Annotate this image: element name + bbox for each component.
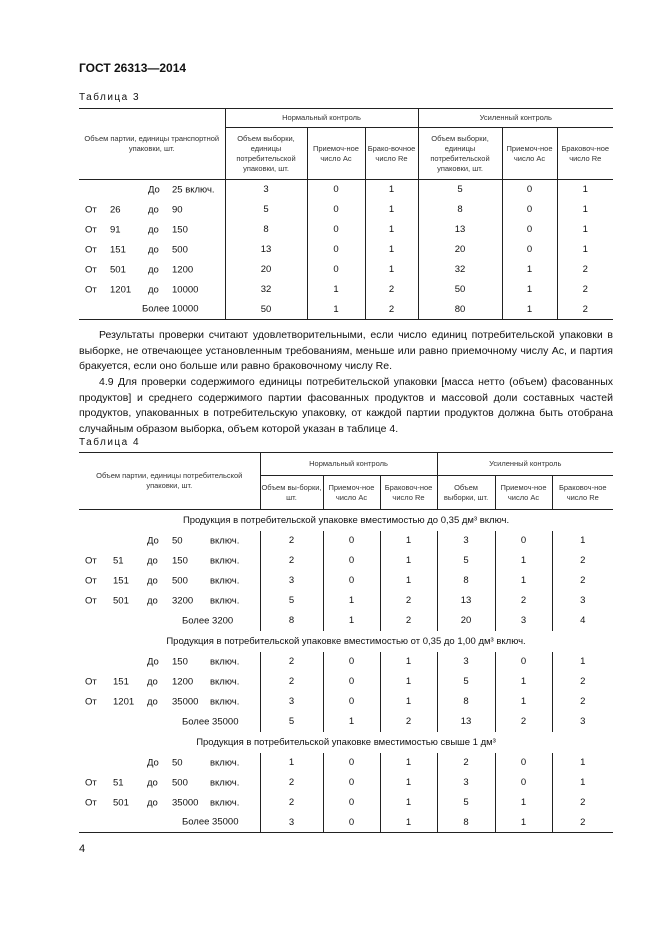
- range-part: 50: [172, 757, 183, 768]
- value-cell: 13: [225, 240, 307, 260]
- value-cell: 1: [502, 280, 557, 300]
- value-cell: 2: [260, 531, 323, 551]
- value-cell: 50: [418, 280, 502, 300]
- table4-caption: Таблица 4: [79, 437, 141, 448]
- range-part: От: [85, 224, 97, 235]
- section-heading: Продукция в потребительской упаковке вместимостью свыше 1 дм³: [196, 736, 496, 748]
- value-cell: 0: [323, 793, 380, 813]
- value-cell: 2: [260, 551, 323, 571]
- lot-range-cell: [79, 571, 260, 591]
- page-number: 4: [79, 843, 86, 855]
- table-row: [79, 773, 613, 793]
- table-row: [79, 672, 613, 692]
- value-cell: 1: [380, 692, 437, 712]
- header-normal-control: Нормальный контроль: [225, 109, 418, 128]
- value-cell: 3: [437, 652, 495, 672]
- value-cell: 0: [323, 531, 380, 551]
- range-part: 25 включ.: [172, 184, 215, 196]
- value-cell: 1: [380, 652, 437, 672]
- section-heading: Продукция в потребительской упаковке вместимостью до 0,35 дм³ включ.: [182, 514, 510, 526]
- value-cell: 2: [495, 712, 552, 732]
- table-row: [79, 280, 613, 300]
- range-part: 91: [110, 224, 121, 235]
- table-row: [79, 591, 613, 611]
- header-normal-control: Нормальный контроль: [260, 453, 437, 476]
- lot-range-cell: [79, 280, 225, 300]
- lot-range-cell: [79, 240, 225, 260]
- value-cell: 1: [260, 753, 323, 773]
- range-part: От: [85, 797, 97, 808]
- value-cell: 2: [260, 672, 323, 692]
- range-part: 500: [172, 244, 188, 255]
- range-part: 10000: [172, 284, 199, 295]
- value-cell: 1: [365, 220, 418, 240]
- value-cell: 1: [557, 200, 613, 220]
- lot-range-cell: [79, 300, 225, 320]
- table-row: [79, 652, 613, 672]
- range-part: От: [85, 284, 97, 295]
- value-cell: 2: [380, 712, 437, 732]
- value-cell: 2: [260, 652, 323, 672]
- value-cell: 8: [437, 571, 495, 591]
- value-cell: 0: [323, 753, 380, 773]
- value-cell: 8: [437, 813, 495, 833]
- value-cell: 50: [225, 300, 307, 320]
- lot-range-cell: [79, 672, 260, 692]
- table-row: [79, 200, 613, 220]
- table-row: [79, 753, 613, 773]
- range-part: включ.: [210, 595, 240, 606]
- value-cell: 20: [437, 611, 495, 631]
- range-part: 1201: [110, 284, 132, 295]
- value-cell: 1: [380, 571, 437, 591]
- value-cell: 5: [225, 200, 307, 220]
- value-cell: 8: [225, 220, 307, 240]
- value-cell: 0: [323, 692, 380, 712]
- value-cell: 3: [260, 571, 323, 591]
- value-cell: 2: [552, 672, 613, 692]
- value-cell: 5: [437, 551, 495, 571]
- value-cell: 0: [307, 240, 365, 260]
- value-cell: 1: [323, 712, 380, 732]
- value-cell: 1: [380, 551, 437, 571]
- value-cell: 1: [365, 260, 418, 280]
- table-row: [79, 300, 613, 320]
- table-row: [79, 260, 613, 280]
- value-cell: 2: [260, 773, 323, 793]
- range-part: 90: [172, 204, 183, 215]
- value-cell: 1: [552, 773, 613, 793]
- range-part: до: [148, 264, 159, 275]
- range-part: 1201: [113, 696, 135, 707]
- value-cell: 20: [225, 260, 307, 280]
- value-cell: 2: [495, 591, 552, 611]
- range-part: 151: [110, 244, 126, 255]
- table-row: [79, 551, 613, 571]
- range-part: включ.: [210, 777, 240, 788]
- value-cell: 1: [502, 300, 557, 320]
- range-part: до: [147, 696, 158, 707]
- range-part: включ.: [210, 696, 240, 707]
- lot-range-cell: [79, 551, 260, 571]
- value-cell: 3: [552, 591, 613, 611]
- subheader-cell: Объем вы-борки, шт.: [260, 476, 323, 510]
- range-part: включ.: [210, 757, 240, 768]
- table-row: [79, 611, 613, 631]
- lot-range-cell: [79, 692, 260, 712]
- range-part: От: [85, 555, 97, 566]
- range-part: до: [148, 204, 159, 215]
- value-cell: 2: [380, 591, 437, 611]
- subheader-cell: Объем выборки, шт.: [437, 476, 495, 510]
- range-part: От: [85, 696, 97, 707]
- value-cell: 5: [260, 712, 323, 732]
- value-cell: 5: [437, 672, 495, 692]
- subheader-cell: Браковоч-ное число Re: [380, 476, 437, 510]
- value-cell: 1: [365, 200, 418, 220]
- value-cell: 0: [307, 200, 365, 220]
- table-row: [79, 712, 613, 732]
- table3-caption: Таблица 3: [79, 92, 141, 103]
- value-cell: 2: [552, 551, 613, 571]
- value-cell: 1: [495, 551, 552, 571]
- lot-range-cell: [79, 793, 260, 813]
- paragraph-4-9: 4.9 Для проверки содержимого единицы потребительской упаковки [масса нетто (объем) фасованных продуктов] и среднего содержимого партии фасованных продуктов и массовой доли составных частей продуктов, упакованных в потребительскую упаковку, от каждой партии продуктов должна быть отобрана случайным образом выборка, объем которой указан в таблице 4.: [79, 376, 613, 435]
- table-row: [79, 793, 613, 813]
- value-cell: 1: [323, 591, 380, 611]
- table-row: [79, 531, 613, 551]
- range-part: От: [85, 676, 97, 687]
- value-cell: 1: [552, 652, 613, 672]
- range-part: 1200: [172, 264, 194, 275]
- range-part: включ.: [210, 535, 240, 546]
- value-cell: 1: [495, 793, 552, 813]
- value-cell: 8: [437, 692, 495, 712]
- value-cell: 1: [557, 180, 613, 200]
- range-part: включ.: [210, 656, 240, 667]
- value-cell: 0: [495, 531, 552, 551]
- subheader-cell: Брако-вочное число Re: [365, 128, 418, 180]
- value-cell: 3: [225, 180, 307, 200]
- value-cell: 2: [260, 793, 323, 813]
- value-cell: 1: [380, 773, 437, 793]
- value-cell: 1: [552, 531, 613, 551]
- document-header: ГОСТ 26313—2014: [79, 61, 187, 75]
- range-more: Более 35000: [182, 816, 239, 828]
- range-part: До: [148, 184, 160, 196]
- value-cell: 1: [365, 180, 418, 200]
- value-cell: 1: [307, 300, 365, 320]
- value-cell: 2: [365, 280, 418, 300]
- value-cell: 13: [437, 712, 495, 732]
- range-part: включ.: [210, 676, 240, 687]
- range-part: От: [85, 595, 97, 606]
- value-cell: 32: [225, 280, 307, 300]
- value-cell: 3: [552, 712, 613, 732]
- table-3: [79, 108, 613, 320]
- lot-range-cell: [79, 753, 260, 773]
- value-cell: 1: [552, 753, 613, 773]
- value-cell: 0: [323, 813, 380, 833]
- range-part: до: [147, 555, 158, 566]
- value-cell: 3: [495, 611, 552, 631]
- lot-range-cell: [79, 260, 225, 280]
- value-cell: 0: [323, 551, 380, 571]
- subheader-cell: Браковоч-ное число Re: [557, 128, 613, 180]
- range-part: до: [148, 284, 159, 295]
- range-part: 151: [113, 575, 129, 586]
- value-cell: 0: [323, 571, 380, 591]
- value-cell: 3: [437, 773, 495, 793]
- range-part: 35000: [172, 797, 199, 808]
- range-part: 51: [113, 777, 124, 788]
- subheader-cell: Приемоч-ное число Ac: [323, 476, 380, 510]
- range-part: 500: [172, 575, 188, 586]
- range-part: До: [147, 535, 159, 546]
- range-part: до: [147, 676, 158, 687]
- value-cell: 0: [323, 773, 380, 793]
- range-more: Более 3200: [182, 615, 234, 626]
- range-part: включ.: [210, 555, 240, 566]
- value-cell: 1: [495, 571, 552, 591]
- range-part: 150: [172, 555, 188, 566]
- range-part: От: [85, 204, 97, 215]
- lot-range-cell: [79, 591, 260, 611]
- range-part: 3200: [172, 595, 194, 606]
- range-part: до: [147, 777, 158, 788]
- range-part: 151: [113, 676, 129, 687]
- value-cell: 1: [380, 793, 437, 813]
- range-more: Более 10000: [142, 303, 199, 315]
- lot-range-cell: [79, 611, 260, 631]
- value-cell: 8: [418, 200, 502, 220]
- value-cell: 2: [557, 300, 613, 320]
- range-part: до: [147, 797, 158, 808]
- table-row: [79, 813, 613, 833]
- header-lot-size: Объем партии, единицы потребительской упаковки, шт.: [79, 453, 260, 510]
- value-cell: 2: [437, 753, 495, 773]
- range-part: 1200: [172, 676, 194, 687]
- range-part: От: [85, 244, 97, 255]
- value-cell: 1: [502, 260, 557, 280]
- value-cell: 1: [380, 672, 437, 692]
- value-cell: 2: [552, 813, 613, 833]
- range-part: 26: [110, 204, 121, 215]
- range-part: до: [147, 595, 158, 606]
- lot-range-cell: [79, 712, 260, 732]
- value-cell: 5: [437, 793, 495, 813]
- value-cell: 20: [418, 240, 502, 260]
- lot-range-cell: [79, 531, 260, 551]
- value-cell: 2: [552, 571, 613, 591]
- value-cell: 0: [323, 652, 380, 672]
- lot-range-cell: [79, 220, 225, 240]
- lot-range-cell: [79, 813, 260, 833]
- subheader-cell: Объем выборки, единицы потребительской упаковки, шт.: [225, 128, 307, 180]
- value-cell: 0: [502, 220, 557, 240]
- range-part: 150: [172, 224, 188, 235]
- value-cell: 2: [552, 692, 613, 712]
- value-cell: 1: [323, 611, 380, 631]
- value-cell: 2: [557, 280, 613, 300]
- header-lot-size: Объем партии, единицы транспортной упаковки, шт.: [79, 109, 225, 180]
- value-cell: 8: [260, 611, 323, 631]
- range-part: включ.: [210, 575, 240, 586]
- value-cell: 0: [307, 260, 365, 280]
- range-part: 150: [172, 656, 188, 667]
- value-cell: 0: [495, 652, 552, 672]
- lot-range-cell: [79, 180, 225, 200]
- table-row: [79, 692, 613, 712]
- value-cell: 0: [502, 240, 557, 260]
- value-cell: 2: [380, 611, 437, 631]
- subheader-cell: Объем выборки, единицы потребительской упаковки, шт.: [418, 128, 502, 180]
- range-part: 501: [113, 797, 129, 808]
- table-row: [79, 571, 613, 591]
- range-part: до: [148, 244, 159, 255]
- value-cell: 4: [552, 611, 613, 631]
- range-part: до: [148, 224, 159, 235]
- value-cell: 1: [380, 813, 437, 833]
- value-cell: 13: [418, 220, 502, 240]
- value-cell: 1: [365, 240, 418, 260]
- range-part: включ.: [210, 797, 240, 808]
- value-cell: 0: [502, 180, 557, 200]
- range-part: 51: [113, 555, 124, 566]
- value-cell: 0: [495, 773, 552, 793]
- range-part: 50: [172, 535, 183, 546]
- subheader-cell: Приемоч-ное число Ac: [307, 128, 365, 180]
- lot-range-cell: [79, 200, 225, 220]
- value-cell: 5: [260, 591, 323, 611]
- value-cell: 32: [418, 260, 502, 280]
- subheader-cell: Приемоч-ное число Ac: [495, 476, 552, 510]
- value-cell: 0: [323, 672, 380, 692]
- table-4: [79, 452, 613, 833]
- value-cell: 3: [437, 531, 495, 551]
- value-cell: 1: [380, 753, 437, 773]
- paragraph-results: Результаты проверки считают удовлетворительными, если число единиц потребительской упаковки в выборке, не отвечающее установленным требованиям, меньше или равно приемочному числу Ac, и партия бракуется, если оно больше или равно браковочному числу Re.: [79, 329, 613, 372]
- range-part: До: [147, 656, 159, 667]
- value-cell: 0: [307, 180, 365, 200]
- value-cell: 0: [307, 220, 365, 240]
- value-cell: 5: [418, 180, 502, 200]
- range-part: До: [147, 757, 159, 768]
- value-cell: 0: [502, 200, 557, 220]
- value-cell: 13: [437, 591, 495, 611]
- value-cell: 1: [495, 672, 552, 692]
- value-cell: 2: [365, 300, 418, 320]
- subheader-cell: Браковоч-ное число Re: [552, 476, 613, 510]
- subheader-cell: Приемоч-ное число Ac: [502, 128, 557, 180]
- range-part: 501: [113, 595, 129, 606]
- range-part: до: [147, 575, 158, 586]
- lot-range-cell: [79, 652, 260, 672]
- range-part: От: [85, 777, 97, 788]
- value-cell: 80: [418, 300, 502, 320]
- header-tightened-control: Усиленный контроль: [418, 109, 613, 128]
- value-cell: 1: [495, 813, 552, 833]
- lot-range-cell: [79, 773, 260, 793]
- range-part: От: [85, 264, 97, 275]
- value-cell: 2: [552, 793, 613, 813]
- value-cell: 3: [260, 692, 323, 712]
- value-cell: 1: [557, 220, 613, 240]
- range-more: Более 35000: [182, 716, 239, 727]
- range-part: 501: [110, 264, 126, 275]
- table-row: [79, 240, 613, 260]
- value-cell: 2: [557, 260, 613, 280]
- value-cell: 1: [307, 280, 365, 300]
- value-cell: 1: [380, 531, 437, 551]
- value-cell: 1: [495, 692, 552, 712]
- section-heading: Продукция в потребительской упаковке вместимостью от 0,35 до 1,00 дм³ включ.: [166, 635, 526, 647]
- value-cell: 3: [260, 813, 323, 833]
- value-cell: 0: [495, 753, 552, 773]
- table-row: [79, 180, 613, 200]
- range-part: 35000: [172, 696, 199, 707]
- value-cell: 1: [557, 240, 613, 260]
- table-row: [79, 220, 613, 240]
- range-part: 500: [172, 777, 188, 788]
- header-tightened-control: Усиленный контроль: [437, 453, 613, 476]
- range-part: От: [85, 575, 97, 586]
